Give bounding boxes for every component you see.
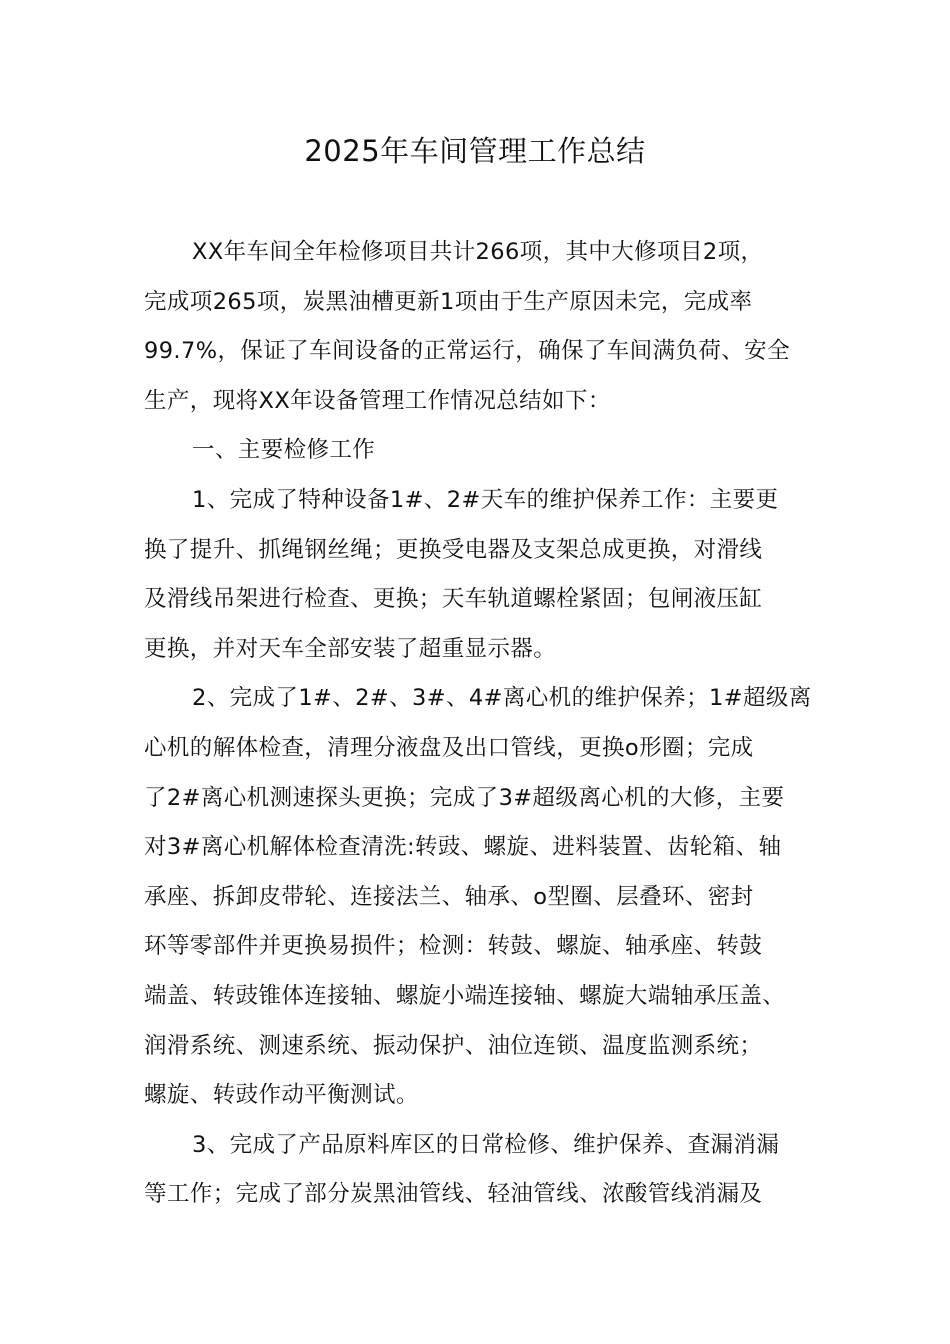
body-line: 1、完成了特种设备1#、2#天车的维护保养工作：主要更 xyxy=(192,486,779,513)
body-line: 心机的解体检查，清理分液盘及出口管线，更换o形圈；完成 xyxy=(144,734,754,761)
body-line: 了2#离心机测速探头更换；完成了3#超级离心机的大修，主要 xyxy=(144,784,785,811)
body-line: 生产，现将XX年设备管理工作情况总结如下： xyxy=(144,387,611,414)
section-heading: 一、主要检修工作 xyxy=(192,437,376,464)
body-line: 等工作；完成了部分炭黑油管线、轻油管线、浓酸管线消漏及 xyxy=(144,1181,763,1208)
body-line: 端盖、转豉锥体连接轴、螺旋小端连接轴、螺旋大端轴承压盖、 xyxy=(144,982,786,1009)
body-line: 更换，并对天车全部安装了超重显示器。 xyxy=(144,635,557,662)
body-line: 承座、拆卸皮带轮、连接法兰、轴承、o型圈、层叠环、密封 xyxy=(144,883,754,910)
body-line: 及滑线吊架进行检查、更换；天车轨道螺栓紧固；包闸液压缸 xyxy=(144,586,763,613)
body-line: 对3#离心机解体检查清洗:转豉、螺旋、进料装置、齿轮箱、轴 xyxy=(144,834,782,861)
body-line: XX年车间全年检修项目共计266项，其中大修项目2项， xyxy=(192,239,764,265)
body-line: 润滑系统、测速系统、振动保护、油位连锁、温度监测系统； xyxy=(144,1032,763,1059)
body-line: 环等零部件并更换易损件；检测：转鼓、螺旋、轴承座、转鼓 xyxy=(144,933,763,960)
body-line: 2、完成了1#、2#、3#、4#离心机的维护保养；1#超级离 xyxy=(192,685,812,712)
document-body xyxy=(144,228,824,1220)
body-line: 完成项265项，炭黑油槽更新1项由于生产原因未完，完成率 xyxy=(144,288,753,315)
body-line: 换了提升、抓绳钢丝绳；更换受电器及支架总成更换，对滑线 xyxy=(144,536,763,563)
body-line: 螺旋、转豉作动平衡测试。 xyxy=(144,1082,419,1109)
body-line: 99.7%，保证了车间设备的正常运行，确保了车间满负荷、安全 xyxy=(144,338,790,365)
body-line: 3、完成了产品原料库区的日常检修、维护保养、查漏消漏 xyxy=(192,1131,780,1158)
document-title: 2025年车间管理工作总结 xyxy=(304,134,646,168)
